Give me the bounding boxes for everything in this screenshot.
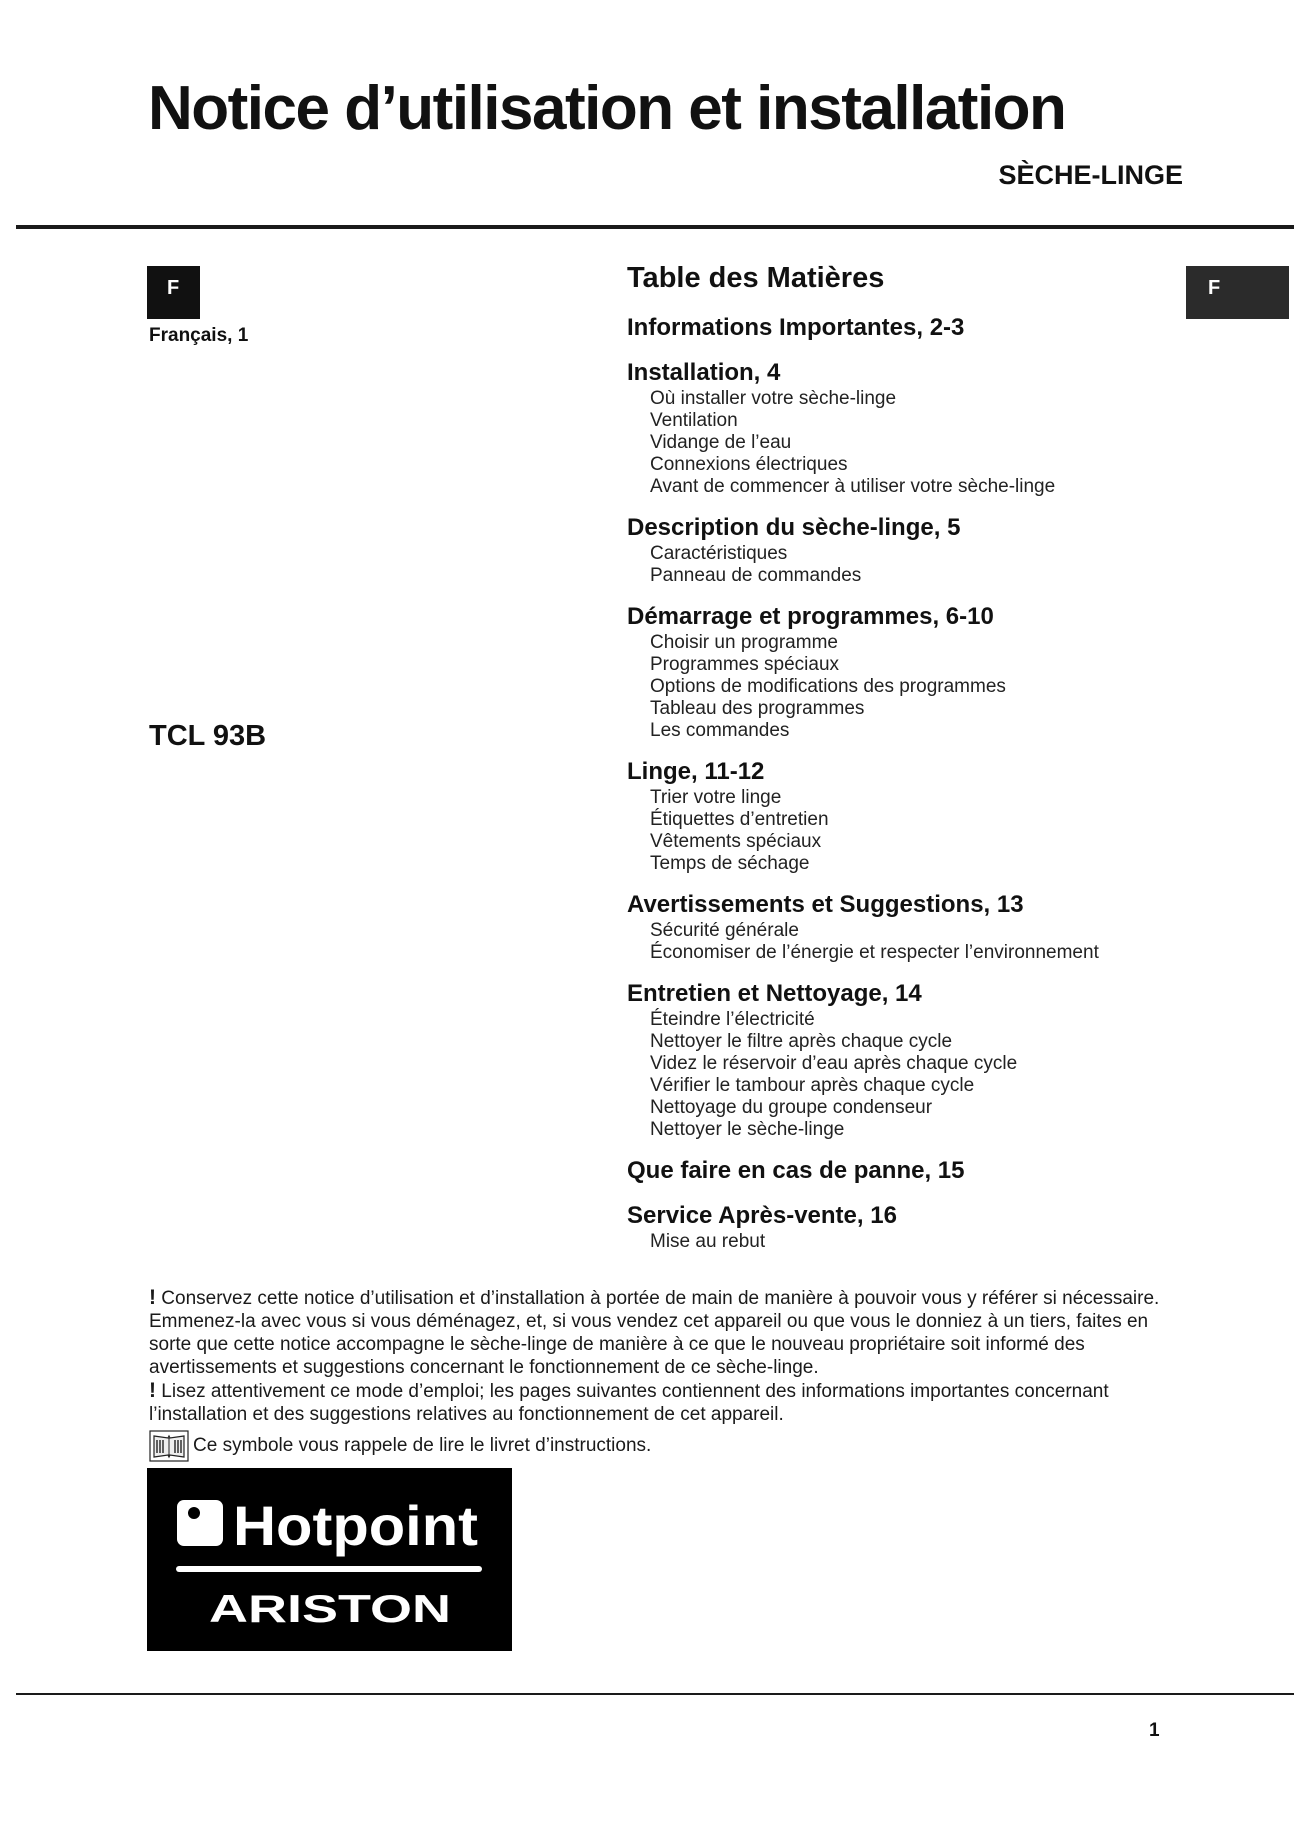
hotpoint-ariston-logo (147, 1468, 512, 1651)
toc-section (627, 1201, 1187, 1253)
toc-item: Étiquettes d’entretien (650, 809, 829, 830)
toc-item: Sécurité générale (650, 920, 799, 941)
toc-item: Programmes spéciaux (650, 654, 840, 675)
toc-item: Éteindre l’électricité (650, 1009, 815, 1030)
logo-brand-text: Hotpoint (233, 1494, 478, 1557)
toc-item: Où installer votre sèche-linge (650, 388, 897, 409)
product-category: SÈCHE-LINGE (998, 160, 1183, 190)
table-of-contents (627, 262, 1187, 1268)
toc-item: Temps de séchage (650, 853, 810, 874)
toc-item: Les commandes (650, 720, 790, 741)
toc-item: Vêtements spéciaux (650, 831, 822, 852)
toc-item: Connexions électriques (650, 454, 848, 475)
document-title: Notice d’utilisation et installation (148, 74, 1066, 143)
toc-section (627, 1156, 1187, 1186)
toc-section (627, 513, 1187, 587)
language-reference: Français, 1 (149, 325, 249, 346)
toc-item: Nettoyer le sèche-linge (650, 1119, 845, 1140)
note-1-text: Conservez cette notice d’utilisation et d’installation à portée de main de manière à pouvoir vous y référer si nécessaire. Emmenez-la avec vous si vous déménagez, et, si vous vendez cet appareil ou que vous le donniez à un tiers, faites en sorte que cette notice accompagne le sèche-linge de manière à ce que le nouveau propriétaire soit informé des avertissements et suggestions concernant le fonctionnement de ce sèche-linge. (149, 1288, 1160, 1378)
symbol-text: Ce symbole vous rappele de lire le livret d’instructions. (193, 1435, 652, 1456)
toc-item: Vidange de l’eau (650, 432, 792, 453)
toc-section-title: Entretien et Nettoyage, 14 (627, 980, 922, 1007)
toc-item: Trier votre linge (650, 787, 782, 808)
hotpoint-square-icon (177, 1500, 223, 1546)
toc-section (627, 890, 1187, 964)
symbol-row (149, 1429, 651, 1463)
note-2 (149, 1379, 1174, 1426)
toc-section (627, 757, 1187, 875)
toc-section-title: Avertissements et Suggestions, 13 (627, 891, 1024, 918)
language-badge-right: F (1186, 266, 1289, 319)
toc-section-title: Que faire en cas de panne, 15 (627, 1157, 965, 1184)
toc-item: Videz le réservoir d’eau après chaque cycle (650, 1053, 1018, 1074)
toc-section-title: Description du sèche-linge, 5 (627, 514, 961, 541)
language-badge-left: F (147, 266, 200, 319)
toc-item: Choisir un programme (650, 632, 838, 653)
toc-section (627, 313, 1187, 343)
notes-block (149, 1286, 1174, 1426)
toc-sections (627, 313, 1187, 1253)
exclamation-icon: ! (149, 1286, 156, 1309)
page-number: 1 (1149, 1720, 1160, 1741)
logo-divider (176, 1566, 482, 1572)
toc-item: Avant de commencer à utiliser votre sèche-linge (650, 476, 1056, 497)
toc-item: Mise au rebut (650, 1231, 766, 1252)
toc-item: Économiser de l’énergie et respecter l’environnement (650, 942, 1099, 963)
toc-item: Nettoyer le filtre après chaque cycle (650, 1031, 953, 1052)
toc-item: Vérifier le tambour après chaque cycle (650, 1075, 975, 1096)
top-divider (16, 225, 1294, 229)
toc-item: Tableau des programmes (650, 698, 865, 719)
toc-section-title: Informations Importantes, 2-3 (627, 314, 965, 341)
logo-sub-text: ARISTON (209, 1588, 451, 1631)
toc-item: Ventilation (650, 410, 738, 431)
toc-item: Nettoyage du groupe condenseur (650, 1097, 933, 1118)
hotpoint-logo-mark (147, 1468, 512, 1651)
note-1 (149, 1286, 1174, 1379)
model-number: TCL 93B (149, 720, 267, 752)
toc-section (627, 602, 1187, 742)
toc-item: Panneau de commandes (650, 565, 862, 586)
bottom-divider (16, 1693, 1294, 1695)
toc-item: Caractéristiques (650, 543, 788, 564)
toc-section-title: Service Après-vente, 16 (627, 1202, 897, 1229)
toc-section-title: Installation, 4 (627, 359, 781, 386)
note-2-text: Lisez attentivement ce mode d’emploi; les pages suivantes contiennent des informations importantes concernant l’installation et des suggestions relatives au fonctionnement de cet appareil. (149, 1381, 1109, 1425)
exclamation-icon: ! (149, 1379, 156, 1402)
toc-section-title: Démarrage et programmes, 6-10 (627, 603, 994, 630)
toc-section (627, 979, 1187, 1141)
toc-item: Options de modifications des programmes (650, 676, 1006, 697)
toc-section-title: Linge, 11-12 (627, 758, 765, 785)
toc-section (627, 358, 1187, 498)
toc-heading: Table des Matières (627, 262, 885, 294)
book-icon (149, 1430, 189, 1462)
